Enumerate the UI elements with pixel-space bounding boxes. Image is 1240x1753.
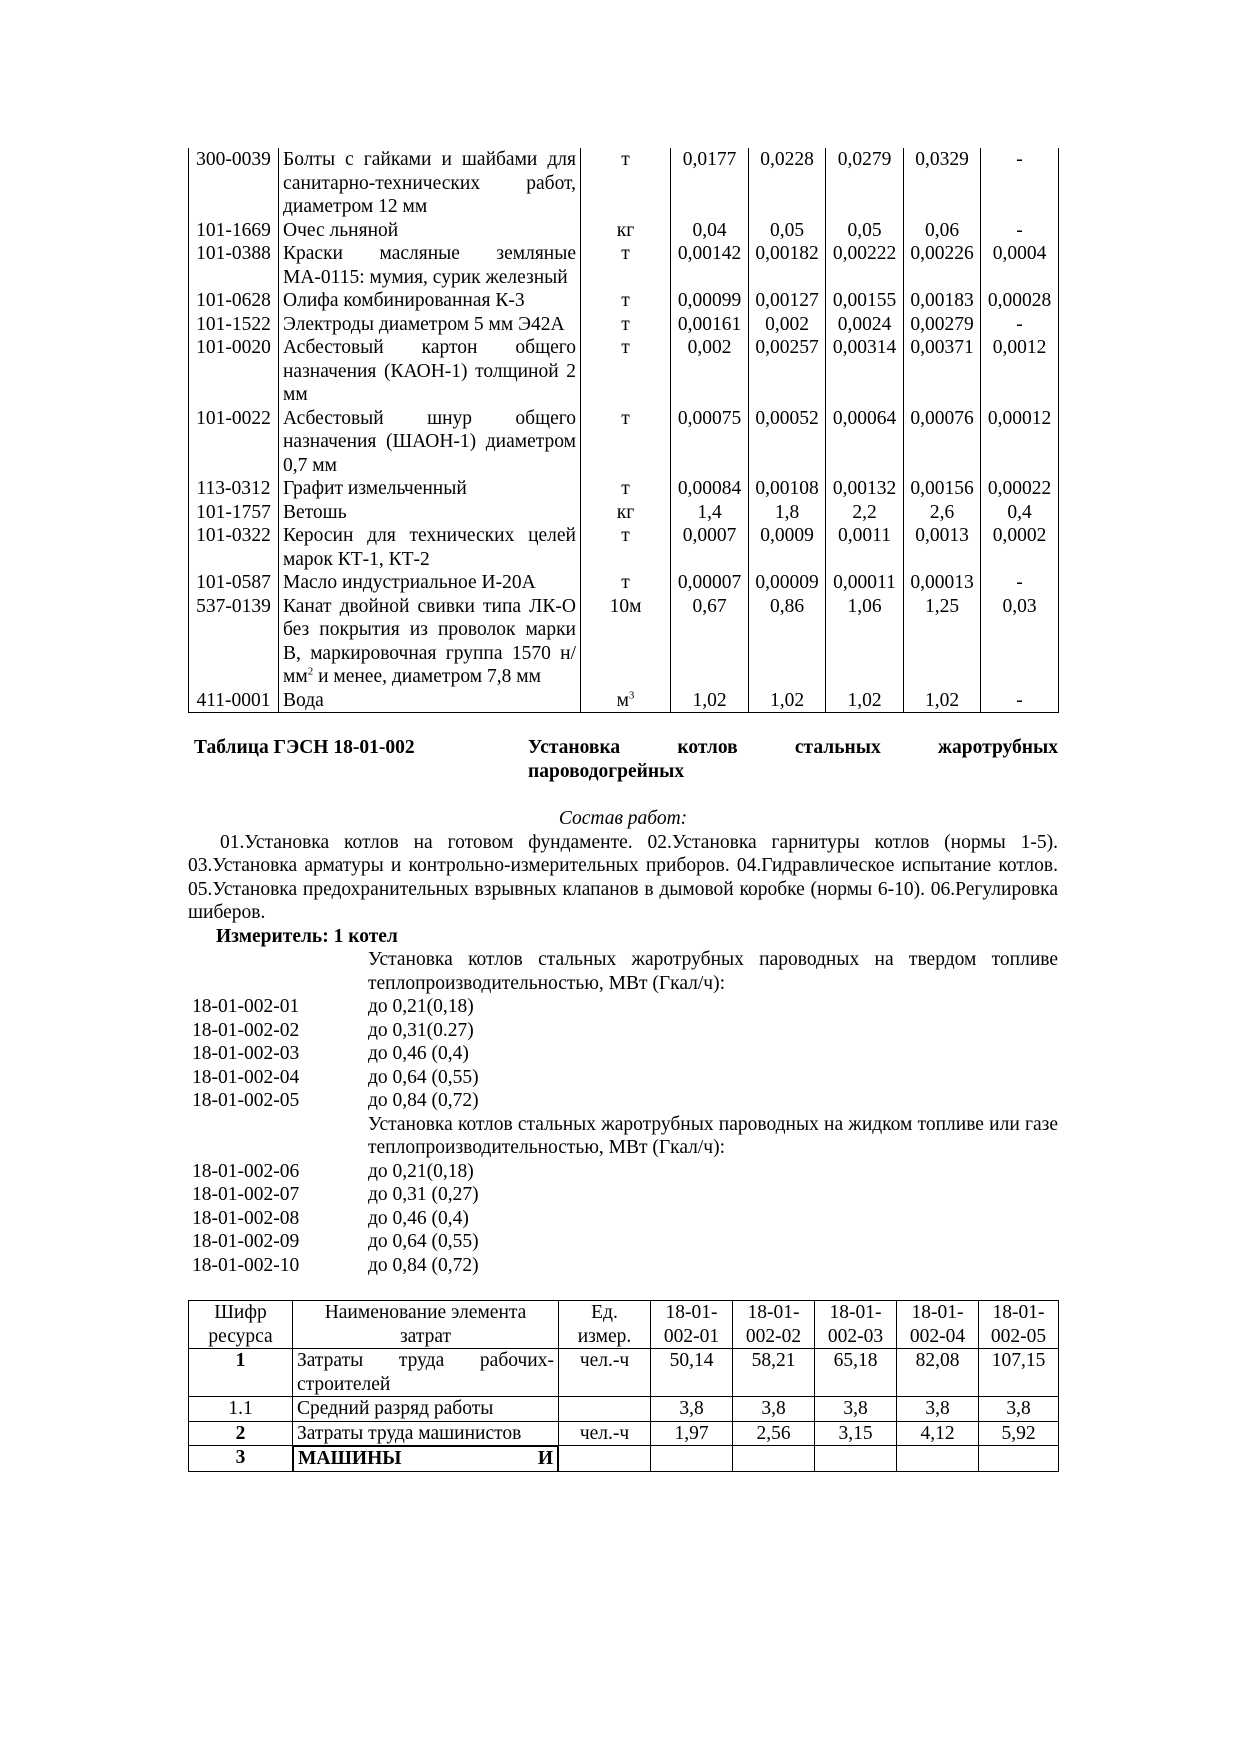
norm-code: 18-01-002-05 [192, 1090, 300, 1111]
table-row [189, 501, 1059, 525]
norm-value: - [981, 313, 1059, 337]
norm-value: 2,2 [826, 501, 904, 525]
unit: чел.-ч [559, 1349, 651, 1397]
table-row [189, 689, 1059, 713]
resource-name: Ветошь [279, 501, 581, 525]
norm-description: до 0,64 (0,55) [368, 1066, 479, 1088]
norm-value: 0,00156 [904, 477, 981, 501]
column-header: 18-01-002-04 [897, 1301, 979, 1349]
unit: т [581, 289, 671, 313]
table-row [189, 1349, 1059, 1397]
resource-name: Масло индустриальное И-20А [279, 571, 581, 595]
resource-name: Очес льняной [279, 219, 581, 243]
norm-value: - [981, 219, 1059, 243]
norm-value: 0,03 [981, 595, 1059, 689]
norm-value: 0,00064 [826, 407, 904, 478]
unit: т [581, 242, 671, 289]
norm-value: 0,0004 [981, 242, 1059, 289]
unit: кг [581, 501, 671, 525]
resource-code: 101-0322 [189, 524, 279, 571]
table-row [189, 1397, 1059, 1422]
norm-value: 0,00007 [671, 571, 749, 595]
norm-value: 3,8 [651, 1397, 733, 1422]
norm-value [733, 1446, 815, 1472]
resource-code: 300-0039 [189, 148, 279, 219]
column-header: Наименование элемента затрат [293, 1301, 559, 1349]
norm-value: 1,02 [671, 689, 749, 713]
norm-value: 0,67 [671, 595, 749, 689]
norm-value: 0,00371 [904, 336, 981, 407]
norm-value: 0,00028 [981, 289, 1059, 313]
resource-code: 2 [189, 1421, 293, 1446]
norm-value: 0,4 [981, 501, 1059, 525]
unit [559, 1446, 651, 1472]
resource-name: Электроды диаметром 5 мм Э42А [279, 313, 581, 337]
norm-value: 2,6 [904, 501, 981, 525]
table-row [189, 1421, 1059, 1446]
table-row [189, 1446, 1059, 1472]
norm-code: 18-01-002-03 [192, 1043, 300, 1064]
norm-value: 0,86 [749, 595, 826, 689]
norm-value: 0,002 [749, 313, 826, 337]
norm-value: 0,00182 [749, 242, 826, 289]
resources-table [188, 1300, 1059, 1472]
norm-value: 1,06 [826, 595, 904, 689]
norm-value: 3,8 [733, 1397, 815, 1422]
norm-value: 0,00222 [826, 242, 904, 289]
norm-value: 0,05 [826, 219, 904, 243]
resource-code: 101-0022 [189, 407, 279, 478]
norm-value: 0,00022 [981, 477, 1059, 501]
norm-list [188, 948, 1058, 1277]
resource-code: 101-1757 [189, 501, 279, 525]
norm-value: 0,05 [749, 219, 826, 243]
norm-value: 0,06 [904, 219, 981, 243]
norm-value: 0,00013 [904, 571, 981, 595]
resource-name: Средний разряд работы [293, 1397, 559, 1422]
norm-description: до 0,31(0.27) [368, 1019, 474, 1041]
table-title-code: Таблица ГЭСН 18-01-002 [194, 737, 415, 758]
norm-value [897, 1446, 979, 1472]
norm-value: 50,14 [651, 1349, 733, 1397]
norm-value: - [981, 148, 1059, 219]
resource-name: Болты с гайками и шайбами для санитарно-технических работ, диаметром 12 мм [279, 148, 581, 219]
list-item [188, 1230, 1058, 1254]
resource-name: Вода [279, 689, 581, 713]
norm-value: 0,00155 [826, 289, 904, 313]
norm-value [979, 1446, 1059, 1472]
norm-value: 82,08 [897, 1349, 979, 1397]
column-header: Шифр ресурса [189, 1301, 293, 1349]
norm-value: 0,0177 [671, 148, 749, 219]
unit: $м^3$ [581, 689, 671, 713]
resource-name: Асбестовый шнур общего назначения (ШАОН-1) диаметром 0,7 мм [279, 407, 581, 478]
norm-value: 0,0329 [904, 148, 981, 219]
norm-value: 3,8 [979, 1397, 1059, 1422]
resource-name: Графит измельченный [279, 477, 581, 501]
resource-code: 411-0001 [189, 689, 279, 713]
table-row [189, 148, 1059, 219]
norm-description: до 0,84 (0,72) [368, 1254, 479, 1276]
norm-value: 0,002 [671, 336, 749, 407]
unit: т [581, 524, 671, 571]
norm-value: 0,00279 [904, 313, 981, 337]
norm-description: до 0,64 (0,55) [368, 1231, 479, 1252]
unit: кг [581, 219, 671, 243]
list-item [188, 1066, 1058, 1090]
norm-value: 1,97 [651, 1421, 733, 1446]
norm-value: 2,56 [733, 1421, 815, 1446]
resource-name: Краски масляные земляные МА-0115: мумия, сурик железный [279, 242, 581, 289]
column-header: 18-01-002-01 [651, 1301, 733, 1349]
unit: т [581, 407, 671, 478]
norm-code: 18-01-002-04 [192, 1066, 300, 1088]
resource-code: 101-0628 [189, 289, 279, 313]
document-page [188, 148, 1058, 1472]
resource-code: 1 [189, 1349, 293, 1397]
norm-code: 18-01-002-01 [192, 996, 300, 1017]
group-caption: Установка котлов стальных жаротрубных пароводных на жидком топливе или газе теплопроизводительностью, МВт (Гкал/ч): [368, 1113, 1058, 1158]
norm-code: 18-01-002-02 [192, 1019, 300, 1041]
table-row [189, 524, 1059, 571]
norm-description: до 0,21(0,18) [368, 996, 474, 1017]
norm-value: 0,00099 [671, 289, 749, 313]
list-item [188, 1183, 1058, 1207]
resource-name: Асбестовый картон общего назначения (КАОН-1) толщиной 2 мм [279, 336, 581, 407]
table-row [189, 242, 1059, 289]
resource-code: 3 [189, 1446, 293, 1472]
resource-name: Затраты труда рабочих-строителей [293, 1349, 559, 1397]
norm-value: 0,0012 [981, 336, 1059, 407]
list-item [188, 1160, 1058, 1184]
norm-value: 0,00142 [671, 242, 749, 289]
group-caption: Установка котлов стальных жаротрубных пароводных на твердом топливе теплопроизводительностью, МВт (Гкал/ч): [368, 949, 1058, 994]
unit: т [581, 336, 671, 407]
materials-table [188, 148, 1059, 713]
list-item [188, 1207, 1058, 1231]
unit: чел.-ч [559, 1421, 651, 1446]
norm-code: 18-01-002-10 [192, 1254, 300, 1276]
norm-code: 18-01-002-06 [192, 1160, 300, 1182]
norm-value: 0,00012 [981, 407, 1059, 478]
resource-code: 113-0312 [189, 477, 279, 501]
norm-value: 65,18 [815, 1349, 897, 1397]
resource-code: 101-0388 [189, 242, 279, 289]
norm-value: 1,8 [749, 501, 826, 525]
unit: 10м [581, 595, 671, 689]
list-item [188, 1042, 1058, 1066]
norm-code: 18-01-002-07 [192, 1184, 300, 1205]
resource-name: Канат двойной свивки типа ЛК-О без покрытия из проволок марки В, маркировочная группа 1570 $н/мм^2$ и менее, диаметром 7,8 мм [279, 595, 581, 689]
resource-name: Керосин для технических целей марок КТ-1, КТ-2 [279, 524, 581, 571]
norm-description: до 0,21(0,18) [368, 1160, 474, 1182]
table-row [189, 219, 1059, 243]
table-row [189, 289, 1059, 313]
table-row [189, 571, 1059, 595]
norm-description: до 0,31 (0,27) [368, 1184, 479, 1205]
norm-value [815, 1446, 897, 1472]
table-row [189, 407, 1059, 478]
norm-description: до 0,84 (0,72) [368, 1090, 479, 1111]
list-item [188, 995, 1058, 1019]
norm-value: 0,00108 [749, 477, 826, 501]
resource-code: 101-1669 [189, 219, 279, 243]
composition-text: 01.Установка котлов на готовом фундаменте. 02.Установка гарнитуры котлов (нормы 1-5). 03.Установка арматуры и контрольно-измерительных приборов. 04.Гидравлическое испытание котлов. 05.Установка предохранительных взрывных клапанов в дымовой коробке (нормы 6-10). 06.Регулировка шиберов. [188, 831, 1058, 923]
list-item [188, 1019, 1058, 1043]
norm-value: 0,00075 [671, 407, 749, 478]
table-title-name: Установка котлов стальных жаротрубных пароводогрейных [528, 737, 1058, 782]
norm-value: - [981, 689, 1059, 713]
unit: т [581, 148, 671, 219]
unit: т [581, 313, 671, 337]
column-header: 18-01-002-03 [815, 1301, 897, 1349]
norm-value: 1,4 [671, 501, 749, 525]
table-row [189, 477, 1059, 501]
norm-value: 5,92 [979, 1421, 1059, 1446]
resource-code: 537-0139 [189, 595, 279, 689]
norm-value: 0,0013 [904, 524, 981, 571]
resource-name: Олифа комбинированная К-3 [279, 289, 581, 313]
norm-value: 4,12 [897, 1421, 979, 1446]
norm-value: 0,00009 [749, 571, 826, 595]
norm-value: 0,0228 [749, 148, 826, 219]
norm-value: 1,02 [826, 689, 904, 713]
norm-value: 1,02 [904, 689, 981, 713]
norm-value: 0,00076 [904, 407, 981, 478]
norm-value: 3,8 [815, 1397, 897, 1422]
column-header: Ед. измер. [559, 1301, 651, 1349]
norm-value: 0,0011 [826, 524, 904, 571]
norm-value: 0,00011 [826, 571, 904, 595]
composition-heading: Состав работ: [558, 808, 688, 829]
norm-value: 0,00226 [904, 242, 981, 289]
norm-value: 0,00183 [904, 289, 981, 313]
norm-value: 0,00127 [749, 289, 826, 313]
norm-value: 1,25 [904, 595, 981, 689]
norm-value: 0,0024 [826, 313, 904, 337]
column-header: 18-01-002-05 [979, 1301, 1059, 1349]
norm-value: 107,15 [979, 1349, 1059, 1397]
norm-value: 0,0009 [749, 524, 826, 571]
norm-value: 0,00257 [749, 336, 826, 407]
norm-value: 1,02 [749, 689, 826, 713]
norm-value: 0,00084 [671, 477, 749, 501]
unit [559, 1397, 651, 1422]
resource-code: 101-1522 [189, 313, 279, 337]
norm-value [651, 1446, 733, 1472]
norm-value: - [981, 571, 1059, 595]
norm-value: 0,00052 [749, 407, 826, 478]
unit: т [581, 477, 671, 501]
norm-code: 18-01-002-09 [192, 1231, 300, 1252]
meter-line: Измеритель: 1 котел [216, 925, 398, 947]
norm-value: 0,0279 [826, 148, 904, 219]
norm-value: 58,21 [733, 1349, 815, 1397]
table-row [189, 336, 1059, 407]
table-row [189, 313, 1059, 337]
norm-description: до 0,46 (0,4) [368, 1207, 469, 1229]
norm-code: 18-01-002-08 [192, 1207, 300, 1229]
norm-value: 3,8 [897, 1397, 979, 1422]
list-item [188, 1254, 1058, 1278]
list-item [188, 1089, 1058, 1113]
resource-name: Затраты труда машинистов [293, 1421, 559, 1446]
norm-value: 3,15 [815, 1421, 897, 1446]
norm-value: 0,00314 [826, 336, 904, 407]
resource-name: МАШИНЫ И [293, 1446, 558, 1472]
unit: т [581, 571, 671, 595]
resource-code: 1.1 [189, 1397, 293, 1422]
resource-code: 101-0587 [189, 571, 279, 595]
table-title [188, 736, 1058, 783]
column-header: 18-01-002-02 [733, 1301, 815, 1349]
norm-value: 0,0002 [981, 524, 1059, 571]
resource-code: 101-0020 [189, 336, 279, 407]
table-row [189, 595, 1059, 689]
norm-value: 0,00132 [826, 477, 904, 501]
norm-description: до 0,46 (0,4) [368, 1043, 469, 1064]
norm-value: 0,0007 [671, 524, 749, 571]
norm-value: 0,00161 [671, 313, 749, 337]
norm-value: 0,04 [671, 219, 749, 243]
